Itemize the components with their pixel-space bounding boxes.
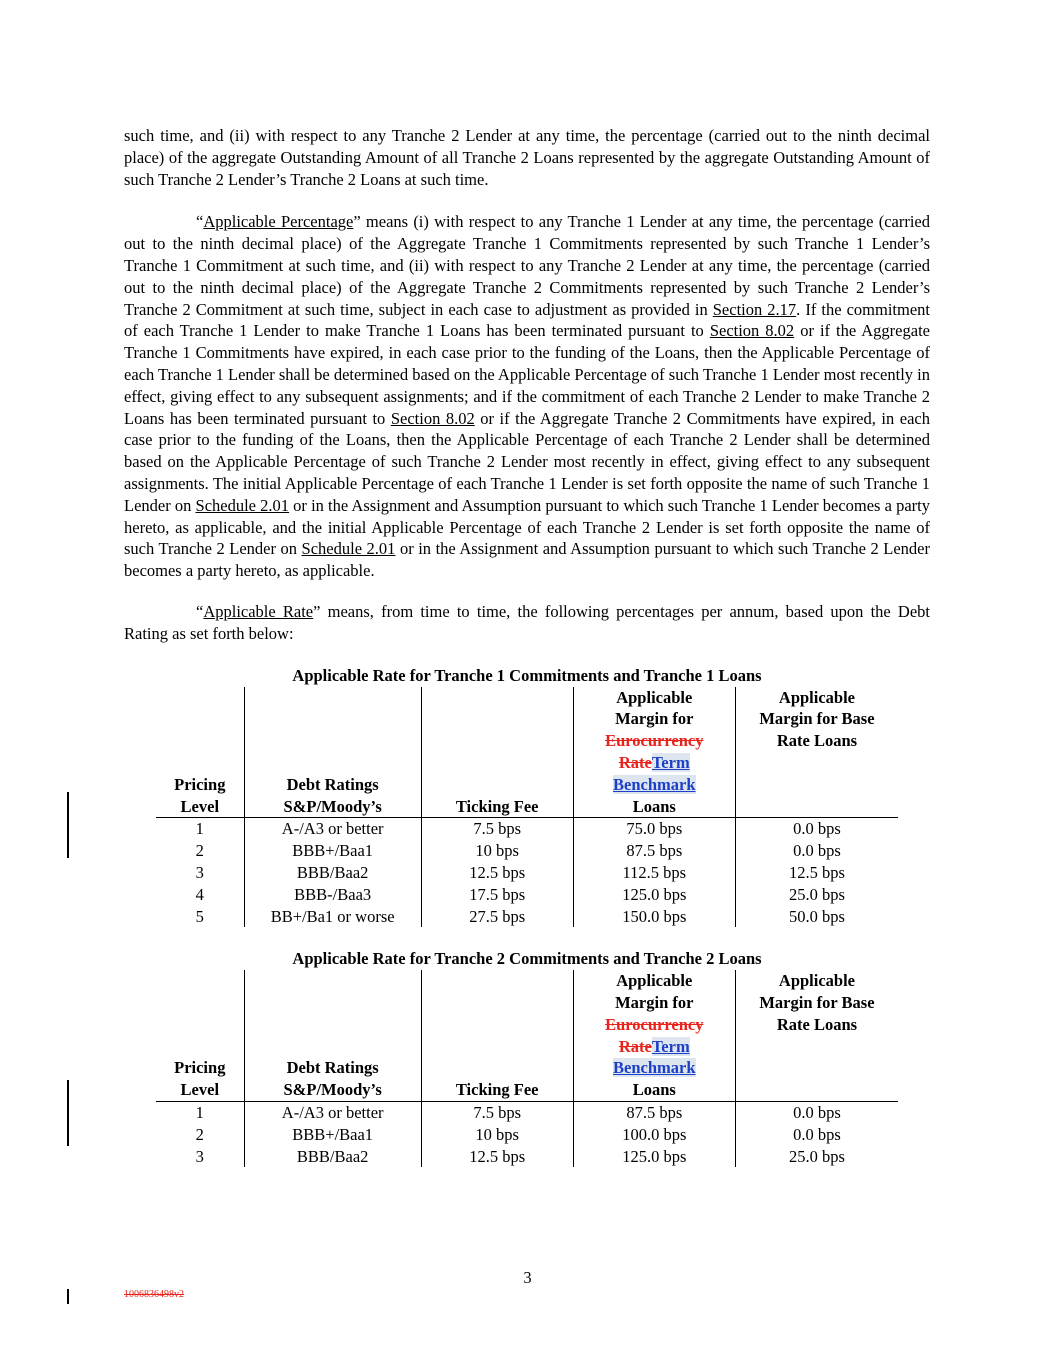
table-row: 1 A-/A3 or better 7.5 bps 75.0 bps 0.0 bps bbox=[156, 818, 898, 840]
header-ticking-fee: Ticking Fee bbox=[421, 687, 573, 818]
revision-change-bar bbox=[67, 792, 69, 858]
revision-change-bar bbox=[67, 1289, 69, 1304]
table-row: 5 BB+/Ba1 or worse 27.5 bps 150.0 bps 50.0 bps bbox=[156, 906, 898, 928]
applicable-rate-paragraph: “Applicable Rate” means, from time to time, the following percentages per annum, based upon the Debt Rating as set forth below: bbox=[124, 601, 930, 643]
header-debt-ratings: Debt Ratings S&P/Moody’s bbox=[244, 970, 421, 1101]
header-debt-ratings: Debt Ratings S&P/Moody’s bbox=[244, 687, 421, 818]
table-title-tranche-1: Applicable Rate for Tranche 1 Commitments and Tranche 1 Loans bbox=[292, 665, 762, 685]
deleted-text: Rate bbox=[618, 752, 652, 772]
document-page bbox=[124, 125, 930, 1167]
table-title-tranche-2: Applicable Rate for Tranche 2 Commitments and Tranche 2 Loans bbox=[292, 949, 762, 969]
cross-reference-section-2-17: Section 2.17 bbox=[712, 299, 797, 319]
deleted-text: Eurocurrency bbox=[605, 1014, 704, 1034]
table-row: 3 BBB/Baa2 12.5 bps 125.0 bps 25.0 bps bbox=[156, 1146, 898, 1168]
table-row: 1 A-/A3 or better 7.5 bps 87.5 bps 0.0 bps bbox=[156, 1102, 898, 1124]
header-pricing-level: Pricing Level bbox=[156, 687, 244, 818]
document-id: 1006836498v2 bbox=[124, 1289, 184, 1300]
defined-term-applicable-percentage: Applicable Percentage bbox=[203, 212, 354, 232]
header-pricing-level: Pricing Level bbox=[156, 970, 244, 1101]
header-ticking-fee: Ticking Fee bbox=[421, 970, 573, 1101]
header-base-rate-margin: Applicable Margin for Base Rate Loans bbox=[735, 970, 898, 1101]
cross-reference-section-8-02: Section 8.02 bbox=[390, 408, 475, 428]
inserted-text: Term bbox=[651, 1036, 690, 1056]
inserted-text: Term bbox=[651, 752, 690, 772]
page-number: 3 bbox=[523, 1268, 532, 1287]
rate-table-tranche-2 bbox=[156, 970, 898, 1167]
header-term-benchmark-margin: Applicable Margin for Eurocurrency RateTerm Benchmark Loans bbox=[573, 687, 735, 818]
rate-table-tranche-1 bbox=[156, 687, 898, 928]
cross-reference-section-8-02: Section 8.02 bbox=[709, 321, 795, 341]
deleted-text: Eurocurrency bbox=[605, 731, 704, 751]
cross-reference-schedule-2-01: Schedule 2.01 bbox=[301, 539, 396, 559]
deleted-text: Rate bbox=[618, 1036, 652, 1056]
cross-reference-schedule-2-01: Schedule 2.01 bbox=[195, 495, 290, 515]
header-term-benchmark-margin: Applicable Margin for Eurocurrency RateTerm Benchmark Loans bbox=[573, 970, 735, 1101]
table-row: 2 BBB+/Baa1 10 bps 100.0 bps 0.0 bps bbox=[156, 1124, 898, 1146]
inserted-text: Benchmark bbox=[613, 1058, 696, 1078]
table-row: 3 BBB/Baa2 12.5 bps 112.5 bps 12.5 bps bbox=[156, 862, 898, 884]
revision-change-bar bbox=[67, 1080, 69, 1146]
inserted-text: Benchmark bbox=[613, 774, 696, 794]
continued-paragraph: such time, and (ii) with respect to any Tranche 2 Lender at any time, the percentage (carried out to the ninth decimal place) of the aggregate Outstanding Amount of all Tranche 2 Loans represented by the aggregate Outstanding Amount of such Tranche 2 Lender’s Tranche 2 Loans at such time. bbox=[124, 126, 930, 189]
defined-term-applicable-rate: Applicable Rate bbox=[203, 601, 314, 621]
header-base-rate-margin: Applicable Margin for Base Rate Loans bbox=[735, 687, 898, 818]
applicable-percentage-paragraph: “Applicable Percentage” means (i) with respect to any Tranche 1 Lender at any time, the percentage (carried out to the ninth decimal place) of the Aggregate Tranche 1 Commitments represented by such Tranche 1 Lender’s Tranche 1 Commitment at such time, and (ii) with respect to any Tranche 2 Lender at any time, the percentage (carried out to the ninth decimal place) of the Aggregate Tranche 2 Commitments represented by such Tranche 2 Lender’s Tranche 2 Commitment at such time, subject in each case to adjustment as provided in Section 2.17. If the commitment of each Tranche 1 Lender to make Tranche 1 Loans has been terminated pursuant to Section 8.02 or if the Aggregate Tranche 1 Commitments have expired, in each case prior to the funding of the Loans, then the Applicable Percentage of each Tranche 1 Lender shall be determined based on the Applicable Percentage of such Tranche 1 Lender most recently in effect, giving effect to any subsequent assignments; and if the commitment of each Tranche 2 Lender to make Tranche 2 Loans has been terminated pursuant to Section 8.02 or if the Aggregate Tranche 2 Commitments have expired, in each case prior to the funding of the Loans, then the Applicable Percentage of each Tranche 2 Lender shall be determined based on the Applicable Percentage of such Tranche 2 Lender most recently in effect, giving effect to any subsequent assignments. The initial Applicable Percentage of each Tranche 1 Lender is set forth opposite the name of such Tranche 1 Lender on Schedule 2.01 or in the Assignment and Assumption pursuant to which such Tranche 1 Lender becomes a party hereto, as applicable, and the initial Applicable Percentage of each Tranche 2 Lender is set forth opposite the name of such Tranche 2 Lender on Schedule 2.01 or in the Assignment and Assumption pursuant to which such Tranche 2 Lender becomes a party hereto, as applicable. bbox=[124, 212, 930, 581]
table-row: 2 BBB+/Baa1 10 bps 87.5 bps 0.0 bps bbox=[156, 840, 898, 862]
table-row: 4 BBB-/Baa3 17.5 bps 125.0 bps 25.0 bps bbox=[156, 884, 898, 906]
